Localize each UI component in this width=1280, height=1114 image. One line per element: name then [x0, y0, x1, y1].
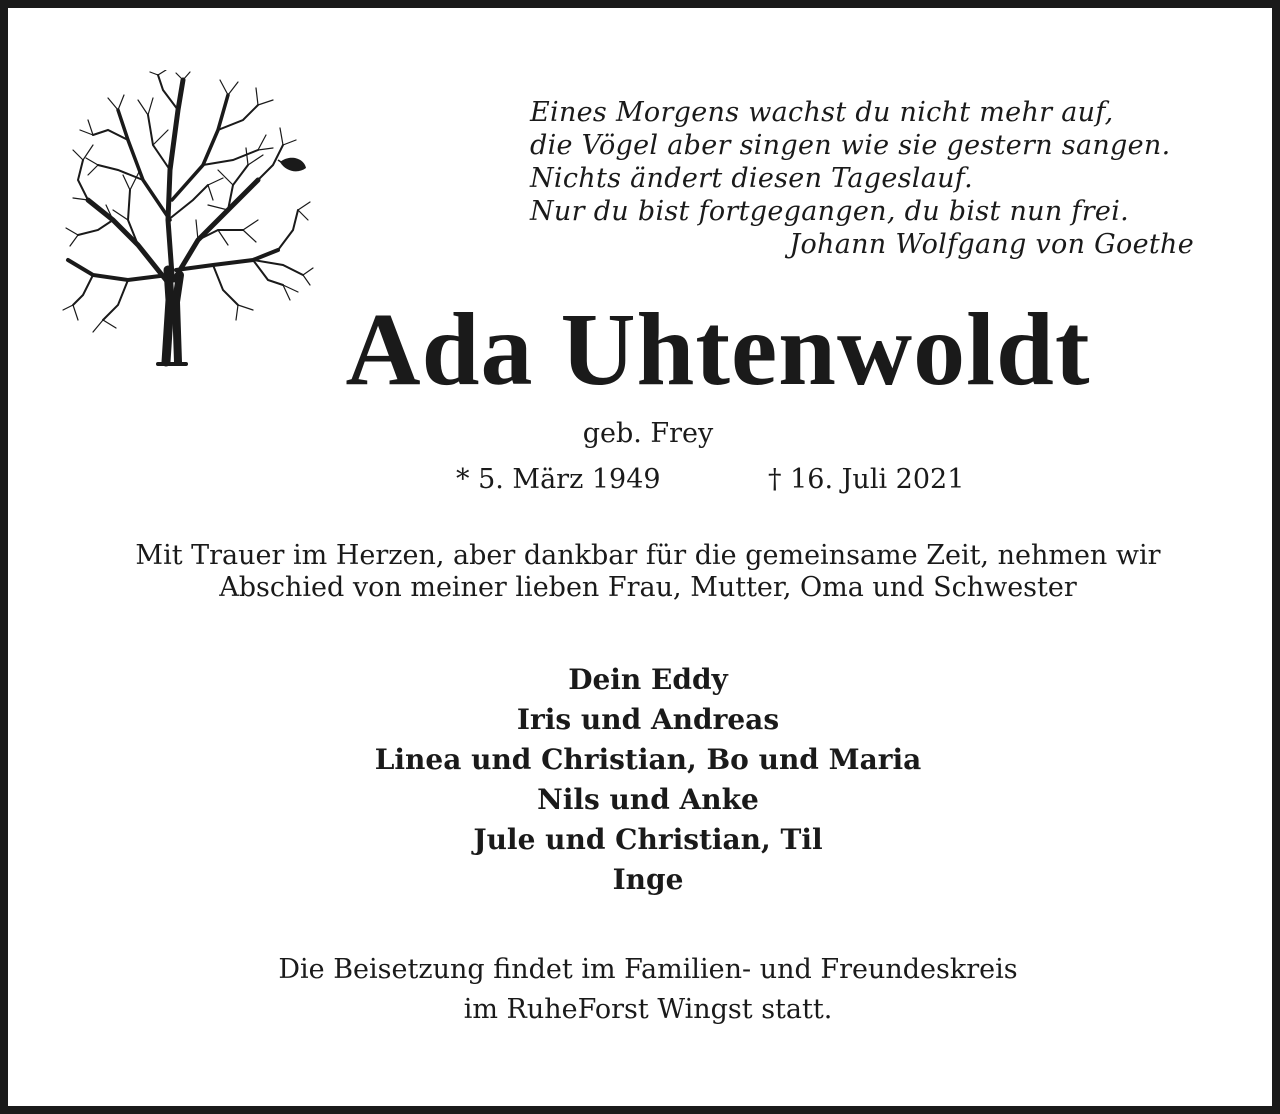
mourner-entry: Jule und Christian, Til	[473, 823, 823, 856]
funeral-line: im RuheForst Wingst statt.	[463, 994, 833, 1025]
mourner-entry: Linea und Christian, Bo und Maria	[374, 743, 922, 776]
poem-author: Johann Wolfgang von Goethe	[789, 229, 1194, 260]
message-line: Mit Trauer im Herzen, aber dankbar für die gemeinsame Zeit, nehmen wir	[135, 540, 1161, 571]
mourner-entry: Dein Eddy	[568, 663, 728, 696]
death-date: † 16. Juli 2021	[768, 464, 965, 495]
funeral-notice	[8, 950, 1280, 1030]
mourner-entry: Nils und Anke	[537, 783, 759, 816]
falling-leaf-icon	[278, 158, 306, 172]
poem-line: Nichts ändert diesen Tageslauf.	[530, 163, 974, 194]
message-line: Abschied von meiner lieben Frau, Mutter, Oma und Schwester	[219, 572, 1077, 603]
funeral-line: Die Beisetzung findet im Familien- und Freundeskreis	[278, 954, 1018, 985]
mourning-message	[48, 540, 1248, 604]
poem-quote	[530, 96, 1200, 261]
poem-line: Eines Morgens wachst du nicht mehr auf,	[530, 97, 1114, 128]
mourners-list	[8, 660, 1280, 900]
birth-date: * 5. März 1949	[456, 464, 661, 495]
deceased-name: Ada Uhtenwoldt	[345, 292, 1091, 407]
mourner-entry: Inge	[612, 863, 684, 896]
poem-line: die Vögel aber singen wie sie gestern sangen.	[530, 130, 1171, 161]
birth-name: geb. Frey	[582, 418, 714, 449]
poem-line: Nur du bist fortgegangen, du bist nun frei.	[530, 196, 1130, 227]
mourner-entry: Iris und Andreas	[516, 703, 780, 736]
